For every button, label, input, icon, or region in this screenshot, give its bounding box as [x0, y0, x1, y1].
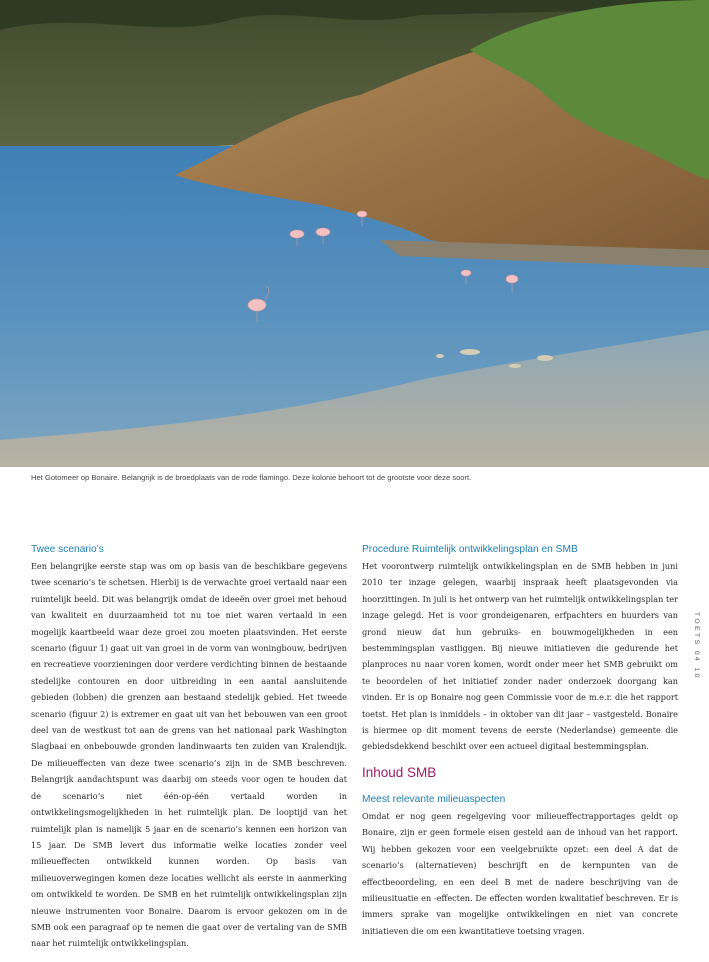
running-head: TOETS 04 10	[693, 612, 700, 680]
section-heading-inhoud-smb: Inhoud SMB	[362, 764, 437, 780]
body-twee-scenarios: Een belangrijke eerste stap was om op basis van de beschikbare gegevens twee scenario’s te schetsen. Hierbij is de verwachte groei vertaald naar een ruimtelijk beeld. Dit was belangrijk omdat de ideeën over groei met behoud van kwaliteit en duurzaamheid tot nu toe niet waren vertaald in een mogelijk kaartbeeld waar deze groei zou moeten plaatsvinden. Het eerste scenario (figuur 1) gaat uit van groei in de vorm van woningbouw, bedrijven en recreatieve voorzieningen door verdere verdichting binnen de bestaande stedelijke contouren en door uitbreiding in een aantal aansluitende gebieden (lobben) die grenzen aan bestaand stedelijk gebied. Het tweede scenario (figuur 2) is extremer en gaat uit van het bebouwen van een groot deel van de westkust tot aan de grens van het nationaal park Washington Slagbaai en onbebouwde gronden landinwaarts ten zuiden van Kralendijk. De milieueffecten van deze twee scenario’s zijn in de SMB beschreven. Belangrijk aandachtspunt was daarbij om steeds voor ogen te houden dat de scenario’s niet één-op-één vertaald worden in ontwikkelingsmogelijkheden in het ruimtelijk plan. De looptijd van het ruimtelijk plan is namelijk 5 jaar en de scenario’s kennen een horizon van 15 jaar. De SMB levert dus informatie welke locaties zonder veel milieueffecten ontwikkeld kunnen worden. Op basis van milieuoverwegingen komen deze locaties wellicht als eerste in aanmerking om ontwikkeld te worden. De SMB en het ruimtelijk ontwikkelingsplan zijn nieuwe instrumenten voor Bonaire. Daarom is ervoor gekozen om in de SMB ook een paragraaf op te nemen die gaat over de vertaling van de SMB naar het ruimtelijk ontwikkelingsplan.	[31, 561, 347, 949]
heading-milieuaspecten: Meest relevante milieuaspecten	[362, 793, 506, 805]
body-procedure: Het voorontwerp ruimtelijk ontwikkelingsplan en de SMB hebben in juni 2010 ter inzage gelegen, waarbij inspraak heeft plaatsgevonden via hoorzittingen. In juli is het ontwerp van het ruimtelijk ontwikkelingsplan ter inzage gelegd. Het is voor grondeigenaren, erfpachters en huurders van grond nieuw dat hun gebruiks- en bouwmogelijkheden in een bestemmingsplan vastliggen. Bij nieuwe initiatieven die gedurende het planproces nu naar voren komen, wordt onder meer het SMB gebruikt om te beoordelen of het initiatief zonder nader onderzoek doorgang kan vinden. Er is op Bonaire nog geen Commissie voor de m.e.r. die het rapport toetst. Het plan is inmiddels – in oktober van dit jaar – vastgesteld. Bonaire is hiermee op dit moment tevens de eerste (Nederlandse) gemeente die gebiedsdekkend beschikt over een actueel digitaal bestemmingsplan.	[362, 561, 678, 752]
photo-caption: Het Gotomeer op Bonaire. Belangrijk is de broedplaats van de rode flamingo. Deze kolonie behoort tot de grootste voor deze soort.	[31, 473, 472, 482]
body-milieuaspecten: Omdat er nog geen regelgeving voor milieueffectrapportages geldt op Bonaire, zijn er geen formele eisen gesteld aan de inhoud van het rapport. Wij hebben gekozen voor een veelgebruikte opzet: een deel A dat de scenario’s (alternatieven) beschrijft en de kernpunten van de effectbeoordeling, en een deel B met de nadere beschrijving van de milieusituatie en -effecten. De effecten worden kwalitatief beschreven. Er is immers sprake van mogelijke ontwikkelingen en niet van concrete initiatieven die om een kwantitatieve toetsing vragen.	[362, 810, 678, 936]
heading-twee-scenarios: Twee scenario’s	[31, 544, 104, 555]
lake-photo-with-flamingos	[0, 0, 709, 467]
right-column	[362, 543, 678, 949]
heading-procedure: Procedure Ruimtelijk ontwikkelingsplan en SMB	[362, 544, 578, 555]
left-column	[31, 543, 347, 962]
